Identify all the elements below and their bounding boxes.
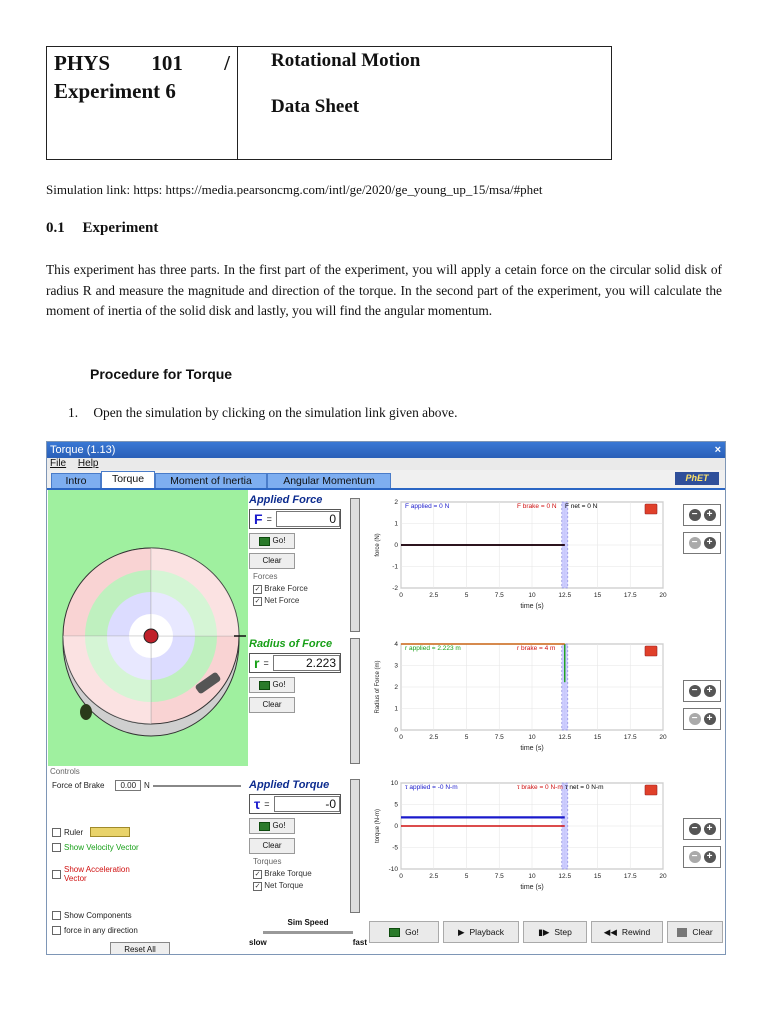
legend-entry: F applied = 0 N (405, 503, 450, 510)
sim-speed-slow: slow (249, 938, 267, 947)
torque-slider[interactable] (350, 779, 360, 913)
tab-bar (47, 470, 725, 490)
x-axis-label: time (s) (520, 745, 544, 752)
zoom-out-icon[interactable]: − (689, 537, 701, 549)
legend-entry: τ brake = 0 N-m (517, 784, 563, 791)
x-tick-label: 17.5 (623, 873, 637, 880)
force-zoom-controls (683, 504, 721, 560)
applied-torque-input[interactable]: -0 (274, 796, 340, 812)
simulation-link[interactable]: Simulation link: https: https://media.pearsoncmg.com/intl/ge/2020/ge_young_up_15/msa/#phet (46, 182, 543, 197)
brake-torque-checkbox[interactable] (253, 870, 262, 879)
x-tick-label: 15 (593, 734, 602, 741)
force-of-brake-slider[interactable] (153, 785, 241, 787)
x-tick-label: 12.5 (558, 592, 572, 599)
torque-graph (369, 775, 679, 895)
applied-torque-box (249, 794, 341, 814)
applied-force-title: Applied Force (249, 494, 323, 506)
force-of-brake-input[interactable]: 0.00 (115, 780, 141, 791)
tab-moment-of-inertia[interactable]: Moment of Inertia (155, 473, 267, 488)
radius-go-button[interactable] (249, 677, 295, 693)
x-tick-label: 12.5 (558, 734, 572, 741)
step-label: Step (554, 927, 572, 937)
force-unit: N (144, 781, 150, 790)
net-torque-row[interactable] (253, 880, 351, 892)
course-number: 101 (151, 51, 183, 75)
radius-box (249, 653, 341, 673)
radius-input[interactable]: 2.223 (273, 655, 340, 671)
x-tick-label: 20 (659, 592, 667, 599)
y-tick-label: 5 (394, 801, 398, 809)
header-divider (237, 47, 238, 159)
y-axis-label: force (N) (375, 533, 381, 557)
zoom-in-icon[interactable]: + (704, 685, 716, 697)
zoom-out-icon[interactable]: − (689, 851, 701, 863)
y-tick-label: 0 (394, 727, 398, 734)
x-tick-label: 15 (593, 592, 602, 599)
x-tick-label: 2.5 (429, 592, 439, 599)
playback-label: Playback (469, 927, 505, 937)
play-area[interactable] (48, 490, 248, 766)
beetle-icon (80, 704, 92, 720)
playback-button[interactable] (443, 921, 519, 943)
brake-torque-row[interactable] (253, 868, 351, 880)
course-title (54, 49, 230, 105)
force-equals: = (266, 514, 272, 524)
y-tick-label: -5 (392, 844, 398, 852)
zoom-out-icon[interactable]: − (689, 685, 701, 697)
step-icon: ▮▶ (538, 926, 550, 937)
ruler-checkbox[interactable] (52, 828, 61, 837)
procedure-title: Procedure for Torque (90, 366, 233, 382)
torque-zoom-controls (683, 818, 721, 874)
legend-entry: F brake = 0 N (517, 503, 557, 510)
tab-angular-momentum[interactable]: Angular Momentum (267, 473, 391, 488)
brake-force-label: Brake Force (264, 584, 308, 593)
any-direction-checkbox[interactable] (52, 926, 61, 935)
y-tick-label: 10 (390, 780, 398, 787)
radius-horizontal-zoom[interactable] (683, 708, 721, 730)
force-of-brake-label: Force of Brake (52, 781, 105, 790)
minimize-graph-icon (645, 785, 657, 795)
x-tick-label: 7.5 (494, 734, 504, 741)
radius-title: Radius of Force (249, 638, 333, 650)
torques-group-label: Torques (253, 857, 282, 866)
radius-clear-button[interactable]: Clear (249, 697, 295, 713)
net-force-checkbox[interactable] (253, 597, 262, 606)
phet-logo: PhET (675, 472, 719, 485)
y-tick-label: 1 (394, 520, 398, 528)
applied-force-input[interactable]: 0 (276, 511, 340, 527)
intro-paragraph: This experiment has three parts. In the first part of the experiment, you will apply a cetain force on the circular solid disk of radius R and measure the magnitude and direction of the torque. In the second part of the experiment, you will calculate the moment of inertia of the solid disk and lastly, you will find the angular momentum. (46, 262, 722, 318)
bottom-clear-button[interactable] (667, 921, 723, 943)
tab-intro[interactable]: Intro (51, 473, 101, 488)
torque-equals: = (264, 799, 270, 809)
x-tick-label: 5 (464, 873, 469, 880)
radius-vertical-zoom[interactable] (683, 680, 721, 702)
force-symbol: F (254, 511, 263, 527)
x-tick-label: 17.5 (623, 734, 637, 741)
x-tick-label: 12.5 (558, 873, 572, 880)
doc-title: Rotational Motion (271, 50, 421, 71)
y-tick-label: 1 (394, 705, 398, 713)
bottom-go-label: Go! (405, 927, 419, 937)
play-icon: ▶ (457, 926, 465, 937)
zoom-out-icon[interactable]: − (689, 823, 701, 835)
simulation-window (46, 441, 726, 955)
zoom-in-icon[interactable]: + (704, 713, 716, 725)
tab-torque[interactable]: Torque (101, 471, 155, 488)
force-horizontal-zoom[interactable] (683, 532, 721, 554)
forces-group (249, 571, 351, 607)
x-tick-label: 17.5 (623, 592, 637, 599)
sim-speed-fast: fast (352, 938, 367, 947)
go-icon (389, 928, 400, 937)
x-tick-label: 2.5 (429, 734, 439, 741)
step-number: 1. (68, 405, 79, 420)
go-icon (259, 537, 270, 546)
ruler-label: Ruler (64, 827, 84, 837)
go-icon (259, 822, 270, 831)
y-tick-label: 2 (394, 684, 398, 691)
bottom-clear-label: Clear (692, 927, 713, 937)
x-tick-label: 2.5 (429, 873, 439, 880)
y-tick-label: 0 (394, 823, 398, 830)
x-tick-label: 0 (399, 734, 403, 741)
torque-symbol: τ (254, 796, 261, 812)
applied-force-panel (249, 494, 351, 607)
velocity-row[interactable] (52, 843, 172, 852)
close-icon[interactable]: × (714, 444, 721, 456)
rewind-icon: ◀◀ (603, 926, 617, 937)
applied-torque-title: Applied Torque (249, 779, 330, 791)
course-code: PHYS (54, 51, 111, 75)
force-vertical-zoom[interactable] (683, 504, 721, 526)
ruler-icon (90, 827, 130, 837)
ruler-row[interactable] (52, 827, 130, 837)
y-tick-label: 3 (394, 662, 398, 670)
rewind-button[interactable] (591, 921, 663, 943)
rewind-label: Rewind (621, 927, 651, 937)
y-tick-label: -10 (388, 866, 398, 873)
x-tick-label: 0 (399, 592, 403, 599)
applied-force-box (249, 509, 341, 529)
legend-entry: τ applied = -0 N-m (405, 784, 458, 791)
minimize-graph-icon (645, 646, 657, 656)
legend-entry: τ net = 0 N-m (565, 784, 604, 791)
components-label: Show Components (64, 911, 132, 920)
zoom-out-icon[interactable]: − (689, 509, 701, 521)
zoom-out-icon[interactable]: − (689, 713, 701, 725)
any-direction-row[interactable] (52, 926, 138, 935)
x-tick-label: 10 (528, 592, 536, 599)
brake-force-checkbox[interactable] (253, 585, 262, 594)
zoom-in-icon[interactable]: + (704, 509, 716, 521)
go-icon (259, 681, 270, 690)
net-torque-label: Net Torque (264, 881, 304, 890)
x-tick-label: 10 (528, 873, 536, 880)
header-table (46, 46, 612, 160)
menu-help[interactable]: Help (77, 458, 99, 469)
radius-slider[interactable] (350, 638, 360, 764)
force-clear-button[interactable]: Clear (249, 553, 295, 569)
bottom-go-button[interactable] (369, 921, 439, 943)
sim-speed-label: Sim Speed (287, 918, 329, 927)
x-tick-label: 7.5 (494, 873, 504, 880)
torques-group (249, 856, 351, 892)
legend-entry: F net = 0 N (565, 503, 598, 510)
force-graph (369, 494, 679, 614)
velocity-label: Show Velocity Vector (64, 843, 139, 852)
radius-symbol: r (254, 655, 260, 671)
applied-torque-panel (249, 779, 351, 892)
zoom-in-icon[interactable]: + (704, 851, 716, 863)
x-tick-label: 5 (464, 592, 469, 599)
menu-file[interactable]: File (50, 458, 67, 469)
procedure-step (68, 405, 457, 421)
y-tick-label: -2 (392, 585, 398, 592)
force-go-button[interactable] (249, 533, 295, 549)
section-heading (46, 220, 158, 237)
torque-clear-button[interactable]: Clear (249, 838, 295, 854)
acceleration-label: Show Acceleration Vector (64, 865, 130, 883)
x-axis-label: time (s) (520, 884, 544, 891)
doc-subtitle: Data Sheet (271, 96, 360, 117)
net-force-row[interactable] (253, 595, 351, 607)
acceleration-row[interactable] (52, 865, 172, 883)
brake-force-row[interactable] (253, 583, 351, 595)
step-button[interactable] (523, 921, 587, 943)
force-of-brake-row (52, 780, 241, 791)
net-torque-checkbox[interactable] (253, 882, 262, 891)
components-row[interactable] (52, 911, 132, 920)
clear-icon (677, 928, 687, 937)
controls-label: Controls (50, 767, 80, 776)
x-tick-label: 20 (659, 734, 667, 741)
torque-go-label: Go! (272, 821, 286, 830)
legend-entry: r applied = 2.223 m (405, 645, 461, 652)
torque-vertical-zoom[interactable] (683, 818, 721, 840)
y-tick-label: 0 (394, 542, 398, 549)
any-direction-label: force in any direction (64, 926, 138, 935)
x-tick-label: 5 (464, 734, 469, 741)
zoom-in-icon[interactable]: + (704, 823, 716, 835)
reset-all-button[interactable]: Reset All (110, 942, 170, 955)
window-title: Torque (1.13) (50, 444, 116, 456)
y-tick-label: -1 (392, 563, 398, 571)
forces-group-label: Forces (253, 572, 278, 581)
x-tick-label: 20 (659, 873, 667, 880)
zoom-in-icon[interactable]: + (704, 537, 716, 549)
y-axis-label: torque (N-m) (375, 808, 381, 844)
disk-illustration (48, 490, 248, 766)
x-tick-label: 15 (593, 873, 602, 880)
controls-panel (48, 767, 248, 955)
brake-torque-label: Brake Torque (264, 869, 312, 878)
radius-zoom-controls (683, 680, 721, 736)
menu-bar (47, 458, 725, 470)
net-force-label: Net Force (264, 596, 300, 605)
legend-entry: r brake = 4 m (517, 645, 556, 652)
section-title: Experiment (82, 220, 159, 236)
radius-panel (249, 638, 351, 713)
x-tick-label: 0 (399, 873, 403, 880)
radius-graph (369, 636, 679, 756)
y-tick-label: 2 (394, 499, 398, 506)
velocity-checkbox[interactable] (52, 843, 61, 852)
torque-go-button[interactable] (249, 818, 295, 834)
radius-go-label: Go! (272, 680, 286, 689)
force-slider[interactable] (350, 498, 360, 632)
y-tick-label: 4 (394, 641, 398, 648)
acceleration-checkbox[interactable] (52, 870, 61, 879)
step-text: Open the simulation by clicking on the simulation link given above. (93, 405, 458, 420)
y-axis-label: Radius of Force (m) (375, 660, 381, 714)
section-number: 0.1 (46, 220, 65, 236)
radius-equals: = (263, 658, 269, 668)
components-checkbox[interactable] (52, 911, 61, 920)
ladybug-icon[interactable] (144, 629, 158, 643)
window-titlebar (47, 442, 725, 458)
sim-speed-slider[interactable] (263, 931, 353, 934)
minimize-graph-icon (645, 504, 657, 514)
torque-horizontal-zoom[interactable] (683, 846, 721, 868)
force-go-label: Go! (272, 536, 286, 545)
x-tick-label: 10 (528, 734, 536, 741)
sim-speed-control (249, 918, 367, 947)
x-tick-label: 7.5 (494, 592, 504, 599)
course-slash: / (224, 51, 230, 75)
x-axis-label: time (s) (520, 603, 544, 610)
experiment-number: Experiment 6 (54, 79, 176, 103)
